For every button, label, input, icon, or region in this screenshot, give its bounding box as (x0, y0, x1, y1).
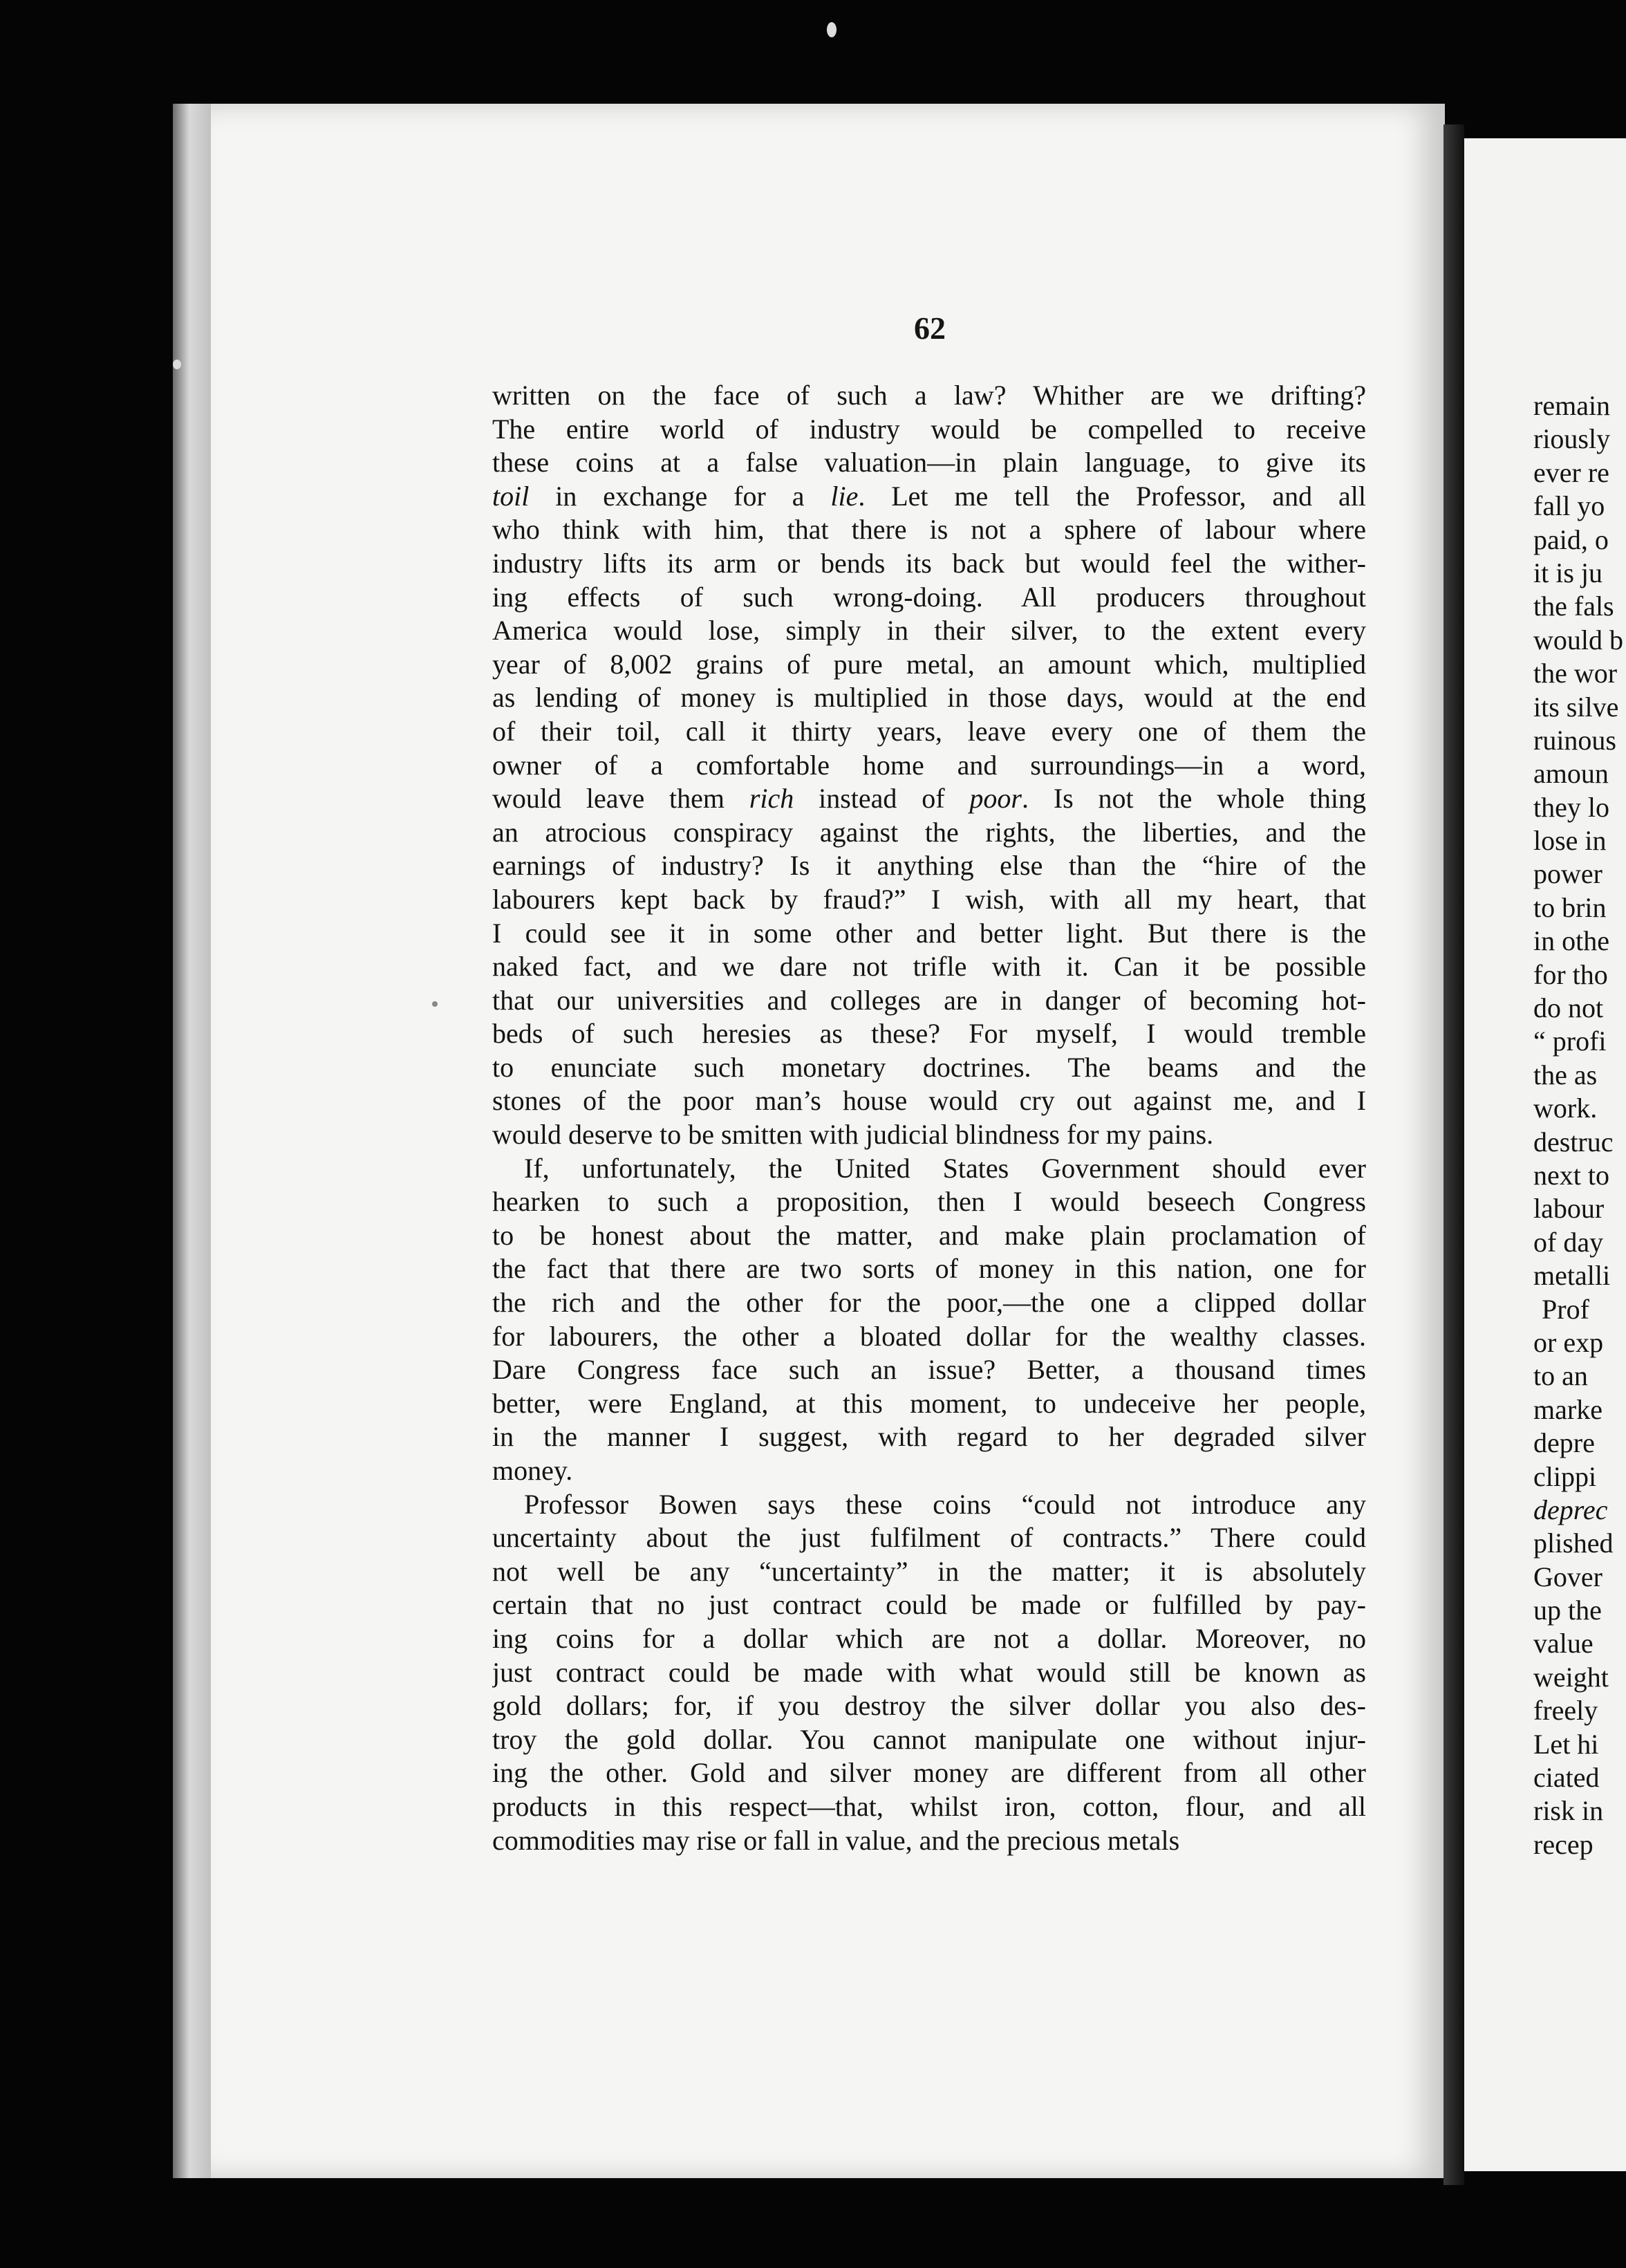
facing-text-line: destruc (1533, 1126, 1614, 1158)
facing-text-line: they lo (1533, 791, 1609, 823)
text-line: these coins at a false valuation—in plain language, to give its (492, 447, 1366, 478)
text-line: The entire world of industry would be compelled to receive (492, 413, 1366, 445)
facing-text-line: value (1533, 1628, 1594, 1660)
text-line: not well be any “uncertainty” in the matter; it is absolutely (492, 1555, 1366, 1587)
facing-text-line: marke (1533, 1393, 1602, 1425)
text-line: better, were England, at this moment, to undeceive her people, (492, 1387, 1366, 1419)
facing-text-line: recep (1533, 1828, 1594, 1860)
book-gutter (1443, 124, 1464, 2185)
facing-text-line: for tho (1533, 958, 1608, 990)
facing-text-line: freely (1533, 1695, 1598, 1727)
facing-text-line: remain (1533, 390, 1611, 421)
facing-text-line: ruinous (1533, 724, 1616, 756)
text-line: certain that no just contract could be made or fulfilled by pay- (492, 1589, 1366, 1621)
text-line: ing the other. Gold and silver money are different from all other (492, 1757, 1366, 1789)
facing-text-line: fall yo (1533, 490, 1605, 522)
facing-text-line: metalli (1533, 1260, 1611, 1292)
film-speck (827, 22, 837, 37)
facing-text-line: lose in (1533, 825, 1607, 857)
facing-text-line: of day (1533, 1226, 1604, 1258)
facing-text-line: clippi (1533, 1460, 1597, 1492)
text-line: ing coins for a dollar which are not a dollar. Moreover, no (492, 1622, 1366, 1654)
text-line: that our universities and colleges are in danger of becoming hot- (492, 984, 1366, 1016)
facing-text-line: to brin (1533, 891, 1607, 923)
facing-text-line: labour (1533, 1193, 1605, 1225)
facing-text-line: its silve (1533, 691, 1619, 723)
text-line: the rich and the other for the poor,—the one a clipped dollar (492, 1287, 1366, 1319)
page-body-text (492, 379, 1366, 1857)
text-line: year of 8,002 grains of pure metal, an amount which, multiplied (492, 648, 1366, 680)
text-line: stones of the poor man’s house would cry out against me, and I (492, 1085, 1366, 1117)
facing-text-line: Prof (1542, 1293, 1589, 1325)
film-speck (432, 1001, 438, 1007)
text-line: troy the gold dollar. You cannot manipulate one without injur- (492, 1723, 1366, 1755)
text-line: the fact that there are two sorts of money in this nation, one for (492, 1253, 1366, 1285)
text-line: would leave them rich instead of poor. Is not the whole thing (492, 783, 1366, 815)
text-line: as lending of money is multiplied in those days, would at the end (492, 682, 1366, 714)
facing-text-line: Let hi (1533, 1728, 1599, 1760)
facing-text-line: paid, o (1533, 523, 1609, 555)
text-line: in the manner I suggest, with regard to her degraded silver (492, 1421, 1366, 1453)
text-line: earnings of industry? Is it anything else than the “hire of the (492, 850, 1366, 882)
text-line: just contract could be made with what would still be known as (492, 1656, 1366, 1688)
text-line: owner of a comfortable home and surroundings—in a word, (492, 749, 1366, 781)
text-line: who think with him, that there is not a sphere of labour where (492, 514, 1366, 546)
text-line: gold dollars; for, if you destroy the silver dollar you also des- (492, 1690, 1366, 1722)
facing-text-line: work. (1533, 1093, 1598, 1124)
text-line: Professor Bowen says these coins “could not introduce any (524, 1488, 1366, 1520)
text-line: an atrocious conspiracy against the rights, the liberties, and the (492, 816, 1366, 848)
text-line: written on the face of such a law? Whither are we drifting? (492, 380, 1366, 411)
facing-text-line: would b (1533, 624, 1623, 656)
text-line: labourers kept back by fraud?” I wish, with all my heart, that (492, 883, 1366, 915)
facing-text-line: or exp (1533, 1326, 1604, 1358)
facing-text-line: next to (1533, 1159, 1609, 1191)
text-line: industry lifts its arm or bends its back but would feel the wither- (492, 547, 1366, 579)
facing-text-line: plished (1533, 1527, 1614, 1559)
facing-text-line: up the (1533, 1595, 1602, 1626)
text-line: If, unfortunately, the United States Government should ever (524, 1152, 1366, 1184)
text-line: ing effects of such wrong-doing. All producers throughout (492, 581, 1366, 613)
facing-text-line: in othe (1533, 925, 1609, 957)
text-line: of their toil, call it thirty years, leave every one of them the (492, 715, 1366, 747)
facing-text-line: amoun (1533, 758, 1609, 790)
facing-text-line: weight (1533, 1661, 1609, 1693)
facing-text-line: deprec (1533, 1494, 1608, 1525)
text-line: hearken to such a proposition, then I would beseech Congress (492, 1186, 1366, 1218)
text-line: uncertainty about the just fulfilment of contracts.” There could (492, 1522, 1366, 1554)
facing-text-line: to an (1533, 1360, 1588, 1392)
page-number: 62 (914, 310, 946, 346)
text-line: toil in exchange for a lie. Let me tell the Professor, and all (492, 480, 1366, 512)
facing-text-line: power (1533, 858, 1602, 890)
text-line: beds of such heresies as these? For myself, I would tremble (492, 1018, 1366, 1050)
facing-text-line: risk in (1533, 1795, 1604, 1827)
text-line: America would lose, simply in their silver, to the extent every (492, 615, 1366, 647)
facing-text-line: ciated (1533, 1762, 1600, 1794)
text-line: I could see it in some other and better light. But there is the (492, 917, 1366, 949)
facing-text-line: ever re (1533, 456, 1609, 488)
facing-text-line: “ profi (1533, 1025, 1607, 1057)
text-line: would deserve to be smitten with judicial blindness for my pains. (492, 1119, 1214, 1151)
text-line: products in this respect—that, whilst iron, cotton, flour, and all (492, 1790, 1366, 1822)
facing-text-line: depre (1533, 1427, 1595, 1459)
facing-text-line: Gover (1533, 1561, 1602, 1592)
facing-text-line: riously (1533, 423, 1611, 455)
facing-text-line: do not (1533, 992, 1604, 1024)
facing-text-line: it is ju (1533, 557, 1603, 588)
text-line: to be honest about the matter, and make plain proclamation of (492, 1219, 1366, 1251)
film-speck (173, 360, 181, 369)
facing-text-line: the as (1533, 1059, 1598, 1090)
text-line: for labourers, the other a bloated dollar for the wealthy classes. (492, 1320, 1366, 1352)
text-line: money. (492, 1455, 573, 1486)
book-fore-edge (173, 104, 214, 2178)
facing-text-line: the fals (1533, 591, 1614, 622)
facing-page-text (1533, 389, 1626, 1861)
text-line: to enunciate such monetary doctrines. The beams and the (492, 1051, 1366, 1083)
text-line: commodities may rise or fall in value, and the precious metals (492, 1824, 1180, 1856)
text-line: Dare Congress face such an issue? Better, a thousand times (492, 1354, 1366, 1386)
facing-text-line: the wor (1533, 658, 1618, 689)
text-line: naked fact, and we dare not trifle with it. Can it be possible (492, 951, 1366, 983)
